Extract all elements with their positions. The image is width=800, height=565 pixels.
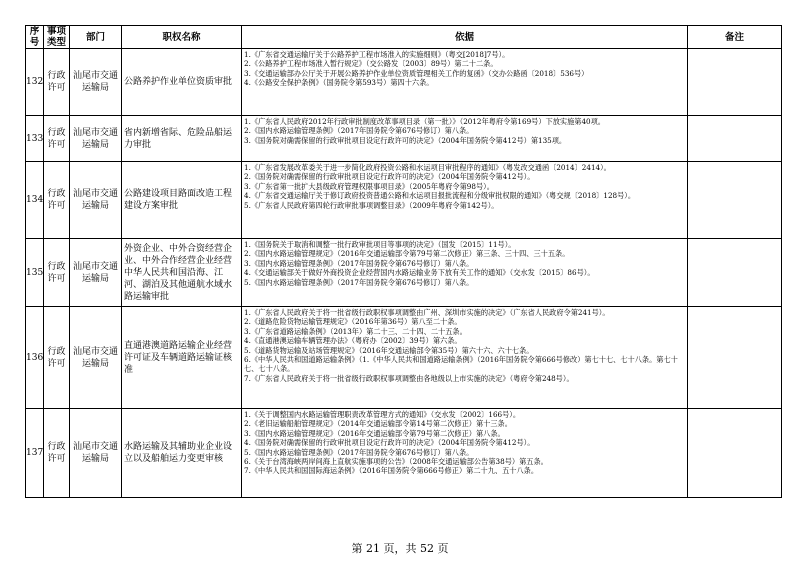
- cell-dept: 汕尾市交通运输局: [70, 49, 122, 116]
- basis-item: 3.《交通运输部办公厅关于开展公路养护作业单位资质管理相关工作的复函》（交办公路函〔2018〕536号）: [244, 68, 589, 78]
- header-type: 事项类型: [44, 26, 70, 49]
- basis-item: 3.《国务院对确需保留的行政审批项目设定行政许可的决定》（2004年国务院令第412号）第135项。: [244, 135, 567, 145]
- cell-dept: 汕尾市交通运输局: [70, 409, 122, 498]
- cell-note: [688, 307, 782, 409]
- basis-item: 4.《广东省交通运输厅关于修订政府投资普通公路和水运项目报批流程和分级审批权限的通知》（粤交规〔2018〕128号）。: [244, 191, 636, 201]
- basis-item: 1.《广东省人民政府关于将一批省级行政职权事项调整由广州、深圳市实施的决定》（广东省人民政府令第241号）。: [244, 308, 610, 317]
- table-row: [26, 116, 782, 162]
- basis-item: 1.《广东省发展改革委关于进一步简化政府投资公路和水运项目审批程序的通知》（粤发改交通函〔2014〕2414）。: [244, 163, 611, 172]
- document-page: [25, 25, 781, 498]
- cell-basis: [242, 239, 688, 307]
- basis-item: 7.《广东省人民政府关于将一批省级行政职权事项调整由各地级以上市实施的决定》（粤府令第248号）。: [244, 373, 574, 383]
- cell-seq: 134: [26, 162, 44, 239]
- cell-seq: 132: [26, 49, 44, 116]
- header-basis: 依据: [242, 26, 688, 49]
- basis-item: 4.《公路安全保护条例》（国务院令第593号）第四十六条。: [244, 78, 434, 88]
- basis-item: 5.《道路货物运输及站场管理规定》（2016年交通运输部令第35号）第六十六、六十七条。: [244, 345, 534, 355]
- basis-item: 5.《广东省人民政府第四轮行政审批事项调整目录》（2009年粤府令第142号）。: [244, 200, 499, 210]
- table-row: [26, 239, 782, 307]
- basis-item: 3.《国内水路运输管理规定》（2016年交通运输部令第79号第二次修正）第八条。: [244, 428, 505, 438]
- cell-basis: [242, 162, 688, 239]
- basis-item: 3.《国内水路运输管理条例》（2017年国务院令第676号修订）第八条。: [244, 258, 474, 268]
- basis-item: 6.《中华人民共和国道路运输条例》（1.《中华人民共和国道路运输条例》（2016年国务院令第666号修改）第七十七、七十八条。第七十七、七十八条。: [244, 355, 678, 374]
- cell-name: 直通港澳道路运输企业经营许可证及车辆道路运输证核准: [122, 307, 242, 409]
- cell-note: [688, 116, 782, 162]
- basis-item: 3.《广东省第一批扩大县级政府管理权限事项目录》（2005年粤府令第98号）。: [244, 181, 494, 191]
- basis-item: 4.《交通运输部关于做好外商投资企业经营国内水路运输业务下放有关工作的通知》（交水发〔2015〕86号）。: [244, 268, 595, 278]
- table-row: [26, 162, 782, 239]
- cell-note: [688, 409, 782, 498]
- header-note: 备注: [688, 26, 782, 49]
- basis-item: 1.《广东省人民政府2012年行政审批制度改革事项目录（第一批）》（2012年粤府令第169号）下放实施第40项。: [244, 117, 605, 126]
- cell-name: 水路运输及其辅助业企业设立以及船舶运力变更审核: [122, 409, 242, 498]
- header-seq: 序号: [26, 26, 44, 49]
- cell-basis: [242, 409, 688, 498]
- basis-item: 5.《国内水路运输管理条例》（2017年国务院令第676号修订）第八条。: [244, 277, 474, 287]
- basis-item: 7.《中华人民共和国国际海运条例》（2016年国务院令第666号修正）第二十九、五十八条。: [244, 466, 539, 476]
- basis-item: 2.《国内水路运输管理条例》（2017年国务院令第676号修订）第八条。: [244, 126, 474, 136]
- cell-dept: 汕尾市交通运输局: [70, 162, 122, 239]
- basis-item: 5.《国内水路运输管理条例》（2017年国务院令第676号修订）第八条。: [244, 447, 474, 457]
- cell-name: 省内新增省际、危险品船运力审批: [122, 116, 242, 162]
- basis-item: 2.《公路养护工程市场准入暂行规定》（交公路发〔2003〕89号）第二十二条。: [244, 59, 498, 69]
- basis-item: 6.《关于台湾海峡两岸间海上直航实施事项的公告》（2008年交通运输部公告第38号）第五条。: [244, 457, 548, 467]
- cell-type: 行政许可: [44, 307, 70, 409]
- basis-item: 2.《国务院对确需保留的行政审批项目设定行政许可的决定》（2004年国务院令第412号）。: [244, 172, 535, 182]
- header-name: 职权名称: [122, 26, 242, 49]
- basis-item: 4.《国务院对确需保留的行政审批项目设定行政许可的决定》（2004年国务院令第412号）。: [244, 438, 535, 448]
- basis-item: 4.《直通港澳运输车辆管理办法》（粤府办〔2002〕39号）第六条。: [244, 336, 462, 346]
- page-footer: 第 21 页，共 52 页: [351, 542, 449, 555]
- cell-note: [688, 162, 782, 239]
- cell-type: 行政许可: [44, 239, 70, 307]
- cell-dept: 汕尾市交通运输局: [70, 116, 122, 162]
- cell-seq: 133: [26, 116, 44, 162]
- cell-type: 行政许可: [44, 162, 70, 239]
- cell-basis: [242, 49, 688, 116]
- basis-item: 1.《关于调整国内水路运输管理职责改革管理方式的通知》（交水发〔2002〕166号）。: [244, 410, 521, 419]
- basis-item: 1.《广东省交通运输厅关于公路养护工程市场准入的实施细则》（粤交[2018]7号）。: [244, 50, 510, 59]
- basis-item: 2.《道路危险货物运输管理规定》（2016年第36号）第八至二十条。: [244, 317, 462, 327]
- table-row: [26, 409, 782, 498]
- cell-name: 外资企业、中外合资经营企业、中外合作经营企业经营中华人民共和国沿海、江河、湖泊及其他通航水域水路运输审批: [122, 239, 242, 307]
- header-dept: 部门: [70, 26, 122, 49]
- basis-item: 3.《广东省道路运输条例》（2013年）第二十三、二十四、二十五条。: [244, 326, 467, 336]
- table-row: [26, 307, 782, 409]
- cell-dept: 汕尾市交通运输局: [70, 239, 122, 307]
- cell-name: 公路养护作业单位资质审批: [122, 49, 242, 116]
- cell-basis: [242, 307, 688, 409]
- cell-note: [688, 239, 782, 307]
- cell-basis: [242, 116, 688, 162]
- table-header-row: [26, 26, 782, 49]
- table-row: [26, 49, 782, 116]
- cell-seq: 137: [26, 409, 44, 498]
- basis-item: 2.《老旧运输船舶管理规定》（2014年交通运输部令第14号第二次修正）第十三条。: [244, 419, 512, 429]
- cell-type: 行政许可: [44, 49, 70, 116]
- authority-table: [25, 25, 782, 498]
- cell-seq: 135: [26, 239, 44, 307]
- basis-item: 2.《国内水路运输管理规定》（2016年交通运输部令第79号第二次修正）第三条、三十四、三十五条。: [244, 249, 570, 259]
- cell-dept: 汕尾市交通运输局: [70, 307, 122, 409]
- cell-type: 行政许可: [44, 116, 70, 162]
- cell-name: 公路建设项目路面改造工程建设方案审批: [122, 162, 242, 239]
- basis-item: 1.《国务院关于取消和调整一批行政审批项目等事项的决定》（国发〔2015〕11号）。: [244, 240, 516, 249]
- cell-note: [688, 49, 782, 116]
- cell-type: 行政许可: [44, 409, 70, 498]
- table-body: [26, 49, 782, 498]
- cell-seq: 136: [26, 307, 44, 409]
